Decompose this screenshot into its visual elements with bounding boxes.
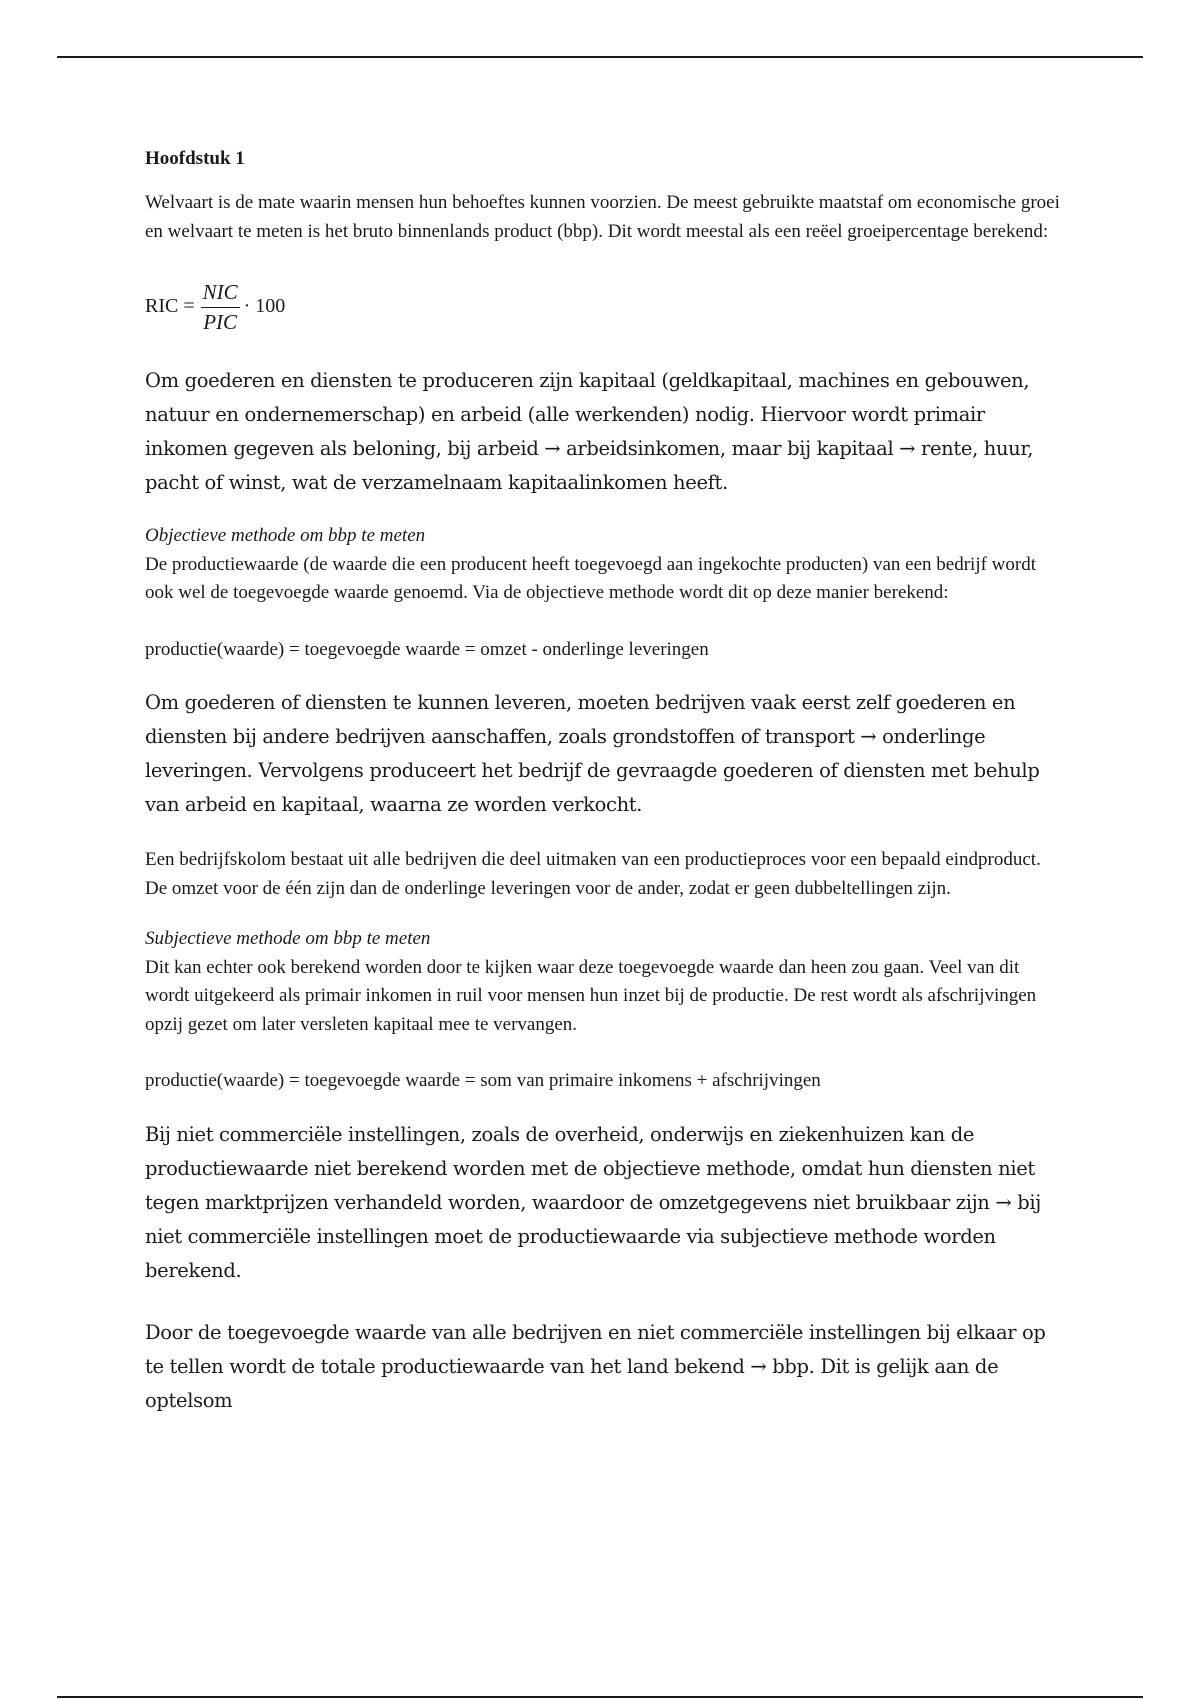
objective-method-title: Objectieve methode om bbp te meten (145, 525, 426, 546)
subjective-method-text: Dit kan echter ook berekend worden door te kijken waar deze toegevoegde waarde dan heen zou gaan. Veel van dit wordt uitgekeerd als primair inkomen in ruil voor mensen hun inzet bij de productie. De rest wordt als afschrijvingen opzij gezet om later versleten kapitaal mee te vervangen. (145, 956, 1037, 1035)
formula-rhs: · 100 (243, 294, 286, 317)
company-column-paragraph: Een bedrijfskolom bestaat uit alle bedrijven die deel uitmaken van een productieproces voor een bepaald eindproduct. De omzet voor de één zijn dan de onderlinge leveringen voor de ander, zodat er geen dubbeltellingen zijn. (145, 849, 1041, 899)
subjective-formula: productie(waarde) = toegevoegde waarde = som van primaire inkomens + afschrijvingen (145, 1070, 821, 1091)
subjective-method-title: Subjectieve methode om bbp te meten (145, 928, 431, 949)
formula-numerator: NIC (201, 279, 240, 308)
formula-lhs: RIC = (145, 294, 195, 317)
formula-fraction (201, 279, 240, 334)
objective-formula: productie(waarde) = toegevoegde waarde = omzet - onderlinge leveringen (145, 638, 709, 660)
intro-paragraph: Welvaart is de mate waarin mensen hun behoeftes kunnen voorzien. De meest gebruikte maatstaf om economische groei en welvaart te meten is het bruto binnenlands product (bbp). Dit wordt meestal als een reëel groeipercentage berekend: (145, 192, 1060, 242)
bottom-rule (57, 1696, 1143, 1698)
capital-paragraph: Om goederen en diensten te produceren zijn kapitaal (geldkapitaal, machines en gebouwen, natuur en ondernemerschap) en arbeid (alle werkenden) nodig. Hiervoor wordt primair inkomen gegeven als beloning, bij arbeid → arbeidsinkomen, maar bij kapitaal → rente, huur, pacht of winst, wat de verzamelnaam kapitaalinkomen heeft. (145, 369, 1034, 494)
noncommercial-paragraph: Bij niet commerciële instellingen, zoals de overheid, onderwijs en ziekenhuizen kan de productiewaarde niet berekend worden met de objectieve methode, omdat hun diensten niet tegen marktprijzen verhandeld worden, waardoor de omzetgegevens niet bruikbaar zijn → bij niet commerciële instellingen moet de productiewaarde via subjectieve methode worden berekend. (145, 1122, 1041, 1282)
chapter-heading: Hoofdstuk 1 (145, 148, 245, 169)
ric-formula (145, 276, 1065, 336)
formula-denominator: PIC (203, 309, 238, 334)
objective-method-text: De productiewaarde (de waarde die een producent heeft toegevoegd aan ingekochte producten) van een bedrijf wordt ook wel de toegevoegde waarde genoemd. Via de objectieve methode wordt dit op deze manier berekend: (145, 553, 1037, 603)
document-body (145, 146, 1065, 1418)
top-rule (57, 56, 1143, 58)
total-production-paragraph: Door de toegevoegde waarde van alle bedrijven en niet commerciële instellingen bij elkaar op te tellen wordt de totale productiewaarde van het land bekend → bbp. Dit is gelijk aan de optelsom (145, 1320, 1046, 1412)
deliveries-paragraph: Om goederen of diensten te kunnen leveren, moeten bedrijven vaak eerst zelf goederen en diensten bij andere bedrijven aanschaffen, zoals grondstoffen of transport → onderlinge leveringen. Vervolgens produceert het bedrijf de gevraagde goederen of diensten met behulp van arbeid en kapitaal, waarna ze worden verkocht. (145, 691, 1040, 816)
